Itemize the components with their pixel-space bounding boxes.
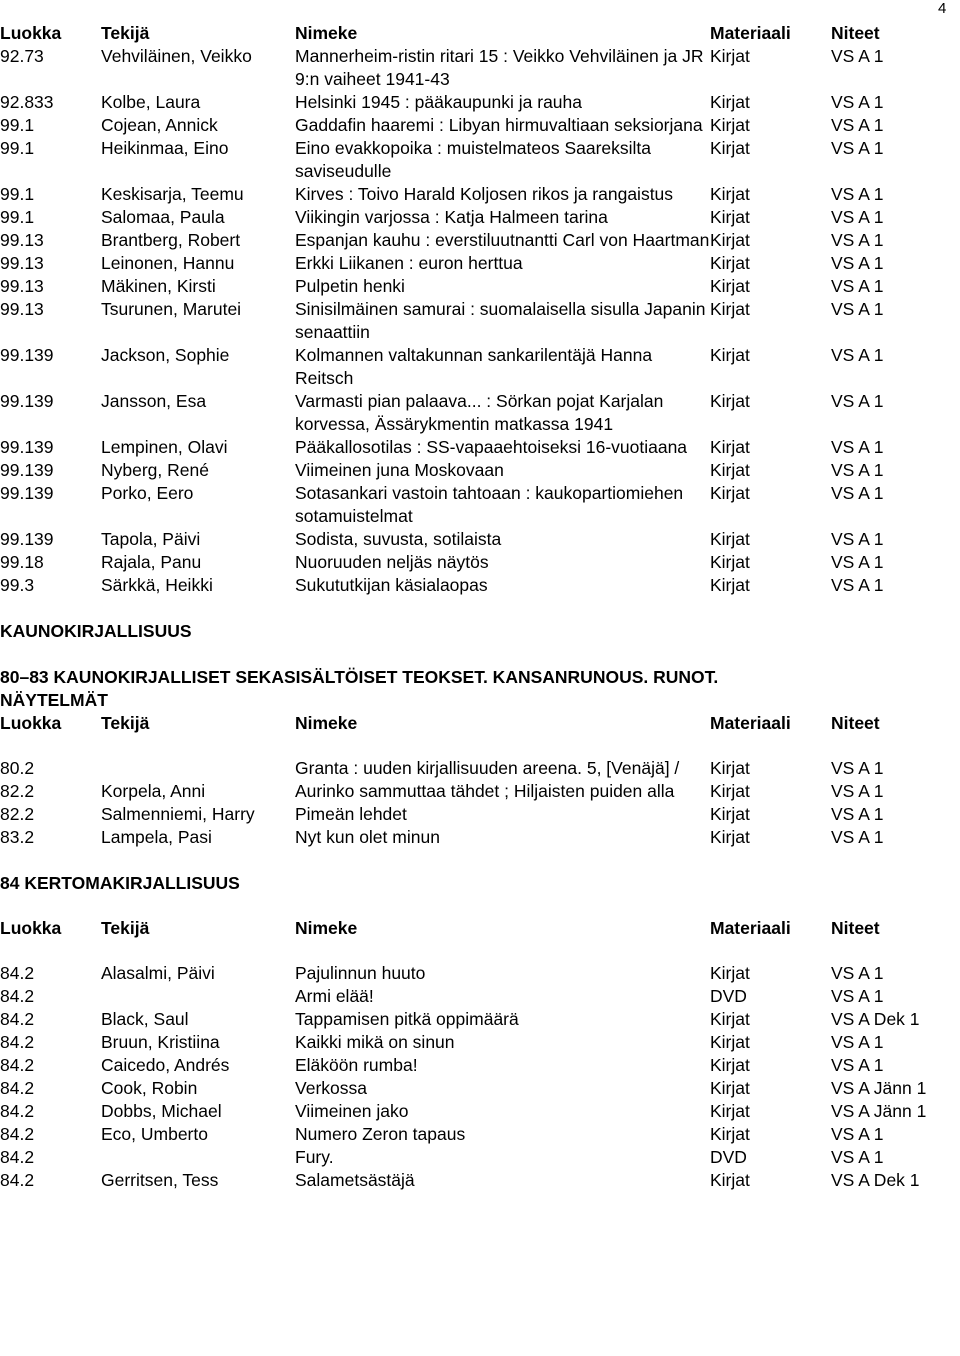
cell-niteet: VS A 1 xyxy=(831,391,884,411)
cell-materiaali: Kirjat xyxy=(710,483,750,503)
column-header-tekija: Tekijä xyxy=(101,23,150,43)
cell-luokka: 84.2 xyxy=(0,1101,35,1121)
cell-nimeke: Viikingin varjossa : Katja Halmeen tarina xyxy=(295,207,608,227)
cell-luokka: 84.2 xyxy=(0,1078,35,1098)
column-header-niteet: Niteet xyxy=(831,713,880,733)
cell-tekija: Heikinmaa, Eino xyxy=(101,138,229,158)
cell-materiaali: Kirjat xyxy=(710,529,750,549)
cell-materiaali: Kirjat xyxy=(710,138,750,158)
spacer xyxy=(0,895,960,917)
section-heading: 80–83 KAUNOKIRJALLISET SEKASISÄLTÖISET TEOKSET. KANSANRUNOUS. RUNOT. NÄYTELMÄT xyxy=(0,667,719,710)
cell-materiaali: Kirjat xyxy=(710,276,750,296)
column-header-materiaali: Materiaali xyxy=(710,713,791,733)
cell-luokka: 84.2 xyxy=(0,1147,35,1167)
spacer xyxy=(0,940,960,962)
cell-luokka: 99.139 xyxy=(0,529,54,549)
cell-nimeke: Verkossa xyxy=(295,1078,367,1098)
cell-niteet: VS A 1 xyxy=(831,138,884,158)
table-body xyxy=(0,757,960,849)
cell-niteet: VS A 1 xyxy=(831,1147,884,1167)
table-row xyxy=(0,985,960,1008)
cell-luokka: 99.1 xyxy=(0,138,35,158)
cell-nimeke: Salametsästäjä xyxy=(295,1170,415,1190)
table-row xyxy=(0,390,960,436)
cell-luokka: 84.2 xyxy=(0,963,35,983)
cell-luokka: 82.2 xyxy=(0,804,35,824)
table-row xyxy=(0,436,960,459)
cell-nimeke: Aurinko sammuttaa tähdet ; Hiljaisten puiden alla xyxy=(295,781,675,801)
cell-niteet: VS A 1 xyxy=(831,1032,884,1052)
cell-tekija: Lampela, Pasi xyxy=(101,827,212,847)
cell-nimeke: Nuoruuden neljäs näytös xyxy=(295,552,489,572)
cell-nimeke: Erkki Liikanen : euron herttua xyxy=(295,253,523,273)
cell-materiaali: Kirjat xyxy=(710,1078,750,1098)
cell-materiaali: Kirjat xyxy=(710,963,750,983)
cell-nimeke: Gaddafin haaremi : Libyan hirmuvaltiaan seksiorjana xyxy=(295,115,703,135)
cell-nimeke: Armi elää! xyxy=(295,986,374,1006)
cell-tekija: Salomaa, Paula xyxy=(101,207,225,227)
cell-tekija: Brantberg, Robert xyxy=(101,230,241,250)
cell-materiaali: Kirjat xyxy=(710,437,750,457)
table-row xyxy=(0,551,960,574)
table-row xyxy=(0,482,960,528)
cell-tekija: Vehviläinen, Veikko xyxy=(101,46,252,66)
column-header-luokka: Luokka xyxy=(0,918,62,938)
cell-nimeke: Sotasankari vastoin tahtoaan : kaukopartiomiehen sotamuistelmat xyxy=(295,483,684,526)
cell-tekija: Nyberg, René xyxy=(101,460,209,480)
cell-luokka: 99.13 xyxy=(0,299,44,319)
cell-luokka: 99.13 xyxy=(0,230,44,250)
cell-materiaali: Kirjat xyxy=(710,230,750,250)
cell-tekija: Gerritsen, Tess xyxy=(101,1170,219,1190)
cell-luokka: 92.73 xyxy=(0,46,44,66)
cell-nimeke: Sodista, suvusta, sotilaista xyxy=(295,529,502,549)
table-row xyxy=(0,757,960,780)
document-body xyxy=(0,22,960,1192)
cell-luokka: 99.139 xyxy=(0,391,54,411)
cell-materiaali: Kirjat xyxy=(710,1124,750,1144)
cell-luokka: 99.18 xyxy=(0,552,44,572)
cell-luokka: 84.2 xyxy=(0,986,35,1006)
cell-luokka: 99.139 xyxy=(0,460,54,480)
cell-nimeke: Eläköön rumba! xyxy=(295,1055,418,1075)
cell-luokka: 99.139 xyxy=(0,345,54,365)
cell-materiaali: Kirjat xyxy=(710,758,750,778)
cell-luokka: 84.2 xyxy=(0,1055,35,1075)
cell-materiaali: Kirjat xyxy=(710,115,750,135)
cell-materiaali: Kirjat xyxy=(710,1032,750,1052)
column-header-niteet: Niteet xyxy=(831,23,880,43)
cell-niteet: VS A Jänn 1 xyxy=(831,1101,927,1121)
table-row xyxy=(0,1008,960,1031)
table-row xyxy=(0,298,960,344)
cell-niteet: VS A 1 xyxy=(831,253,884,273)
cell-luokka: 99.1 xyxy=(0,184,35,204)
cell-niteet: VS A 1 xyxy=(831,46,884,66)
cell-materiaali: Kirjat xyxy=(710,552,750,572)
table-row xyxy=(0,206,960,229)
cell-tekija: Eco, Umberto xyxy=(101,1124,208,1144)
table-row xyxy=(0,780,960,803)
cell-niteet: VS A 1 xyxy=(831,804,884,824)
cell-tekija: Cojean, Annick xyxy=(101,115,218,135)
cell-nimeke: Pimeän lehdet xyxy=(295,804,407,824)
cell-materiaali: Kirjat xyxy=(710,1055,750,1075)
cell-tekija: Tsurunen, Marutei xyxy=(101,299,242,319)
column-header-tekija: Tekijä xyxy=(101,918,150,938)
table-row xyxy=(0,114,960,137)
cell-tekija: Porko, Eero xyxy=(101,483,194,503)
table-row xyxy=(0,91,960,114)
cell-nimeke: Pääkallosotilas : SS-vapaaehtoiseksi 16-vuotiaana xyxy=(295,437,688,457)
cell-luokka: 99.13 xyxy=(0,276,44,296)
cell-tekija: Kolbe, Laura xyxy=(101,92,201,112)
cell-materiaali: DVD xyxy=(710,1147,747,1167)
column-header-nimeke: Nimeke xyxy=(295,918,358,938)
cell-materiaali: Kirjat xyxy=(710,827,750,847)
cell-niteet: VS A Dek 1 xyxy=(831,1009,920,1029)
cell-nimeke: Pulpetin henki xyxy=(295,276,405,296)
cell-niteet: VS A 1 xyxy=(831,1124,884,1144)
table-row xyxy=(0,229,960,252)
table-body xyxy=(0,45,960,597)
column-header-materiaali: Materiaali xyxy=(710,23,791,43)
section-heading: 84 KERTOMAKIRJALLISUUS xyxy=(0,873,240,893)
spacer xyxy=(0,735,960,757)
cell-nimeke: Pajulinnun huuto xyxy=(295,963,426,983)
column-header-niteet: Niteet xyxy=(831,918,880,938)
table-row xyxy=(0,183,960,206)
cell-niteet: VS A 1 xyxy=(831,345,884,365)
cell-niteet: VS A 1 xyxy=(831,552,884,572)
column-header-row xyxy=(0,22,960,45)
cell-nimeke: Kirves : Toivo Harald Koljosen rikos ja rangaistus xyxy=(295,184,674,204)
cell-nimeke: Helsinki 1945 : pääkaupunki ja rauha xyxy=(295,92,582,112)
cell-luokka: 99.139 xyxy=(0,483,54,503)
cell-materiaali: Kirjat xyxy=(710,1009,750,1029)
cell-nimeke: Tappamisen pitkä oppimäärä xyxy=(295,1009,519,1029)
cell-tekija: Cook, Robin xyxy=(101,1078,198,1098)
cell-luokka: 84.2 xyxy=(0,1032,35,1052)
cell-niteet: VS A 1 xyxy=(831,827,884,847)
column-header-materiaali: Materiaali xyxy=(710,918,791,938)
table-row xyxy=(0,252,960,275)
cell-nimeke: Kolmannen valtakunnan sankarilentäjä Hanna Reitsch xyxy=(295,345,653,388)
cell-luokka: 84.2 xyxy=(0,1009,35,1029)
cell-nimeke: Viimeinen juna Moskovaan xyxy=(295,460,504,480)
column-header-luokka: Luokka xyxy=(0,713,62,733)
table-row xyxy=(0,826,960,849)
table-row xyxy=(0,344,960,390)
cell-materiaali: Kirjat xyxy=(710,575,750,595)
column-header-row xyxy=(0,712,960,735)
table-row xyxy=(0,275,960,298)
column-header-nimeke: Nimeke xyxy=(295,713,358,733)
table-row xyxy=(0,1077,960,1100)
cell-tekija: Bruun, Kristiina xyxy=(101,1032,220,1052)
cell-materiaali: Kirjat xyxy=(710,184,750,204)
cell-luokka: 99.1 xyxy=(0,115,35,135)
table-row xyxy=(0,528,960,551)
cell-tekija: Tapola, Päivi xyxy=(101,529,201,549)
cell-niteet: VS A Dek 1 xyxy=(831,1170,920,1190)
cell-materiaali: Kirjat xyxy=(710,391,750,411)
cell-materiaali: Kirjat xyxy=(710,1101,750,1121)
cell-nimeke: Varmasti pian palaava... : Sörkan pojat Karjalan korvessa, Ässärykmentin matkassa 1941 xyxy=(295,391,664,434)
table-row xyxy=(0,962,960,985)
cell-niteet: VS A Jänn 1 xyxy=(831,1078,927,1098)
cell-luokka: 84.2 xyxy=(0,1170,35,1190)
cell-niteet: VS A 1 xyxy=(831,115,884,135)
cell-materiaali: DVD xyxy=(710,986,747,1006)
cell-nimeke: Sinisilmäinen samurai : suomalaisella sisulla Japanin senaattiin xyxy=(295,299,706,342)
table-row xyxy=(0,459,960,482)
table-row xyxy=(0,45,960,91)
cell-niteet: VS A 1 xyxy=(831,529,884,549)
cell-luokka: 99.139 xyxy=(0,437,54,457)
cell-nimeke: Mannerheim-ristin ritari 15 : Veikko Vehviläinen ja JR 9:n vaiheet 1941-43 xyxy=(295,46,704,89)
cell-tekija: Lempinen, Olavi xyxy=(101,437,228,457)
cell-tekija: Keskisarja, Teemu xyxy=(101,184,244,204)
cell-materiaali: Kirjat xyxy=(710,92,750,112)
cell-nimeke: Granta : uuden kirjallisuuden areena. 5, [Venäjä] / xyxy=(295,758,680,778)
cell-nimeke: Numero Zeron tapaus xyxy=(295,1124,466,1144)
cell-niteet: VS A 1 xyxy=(831,230,884,250)
table-row xyxy=(0,1100,960,1123)
cell-tekija: Korpela, Anni xyxy=(101,781,206,801)
table-row xyxy=(0,137,960,183)
cell-niteet: VS A 1 xyxy=(831,460,884,480)
cell-materiaali: Kirjat xyxy=(710,1170,750,1190)
cell-niteet: VS A 1 xyxy=(831,92,884,112)
cell-tekija: Black, Saul xyxy=(101,1009,189,1029)
cell-niteet: VS A 1 xyxy=(831,1055,884,1075)
column-header-tekija: Tekijä xyxy=(101,713,150,733)
cell-niteet: VS A 1 xyxy=(831,575,884,595)
column-header-row xyxy=(0,917,960,940)
cell-materiaali: Kirjat xyxy=(710,781,750,801)
cell-niteet: VS A 1 xyxy=(831,299,884,319)
cell-materiaali: Kirjat xyxy=(710,460,750,480)
cell-luokka: 83.2 xyxy=(0,827,35,847)
cell-niteet: VS A 1 xyxy=(831,437,884,457)
table-body xyxy=(0,962,960,1192)
cell-nimeke: Kaikki mikä on sinun xyxy=(295,1032,455,1052)
cell-materiaali: Kirjat xyxy=(710,253,750,273)
cell-tekija: Leinonen, Hannu xyxy=(101,253,235,273)
cell-tekija: Jackson, Sophie xyxy=(101,345,230,365)
cell-materiaali: Kirjat xyxy=(710,345,750,365)
cell-niteet: VS A 1 xyxy=(831,781,884,801)
main-heading: KAUNOKIRJALLISUUS xyxy=(0,621,192,641)
cell-materiaali: Kirjat xyxy=(710,299,750,319)
cell-tekija: Alasalmi, Päivi xyxy=(101,963,215,983)
table-row xyxy=(0,1146,960,1169)
table-row xyxy=(0,574,960,597)
cell-nimeke: Espanjan kauhu : everstiluutnantti Carl von Haartman xyxy=(295,230,710,250)
cell-niteet: VS A 1 xyxy=(831,483,884,503)
cell-nimeke: Eino evakkopoika : muistelmateos Saareksilta saviseudulle xyxy=(295,138,652,181)
cell-materiaali: Kirjat xyxy=(710,46,750,66)
cell-niteet: VS A 1 xyxy=(831,207,884,227)
cell-luokka: 99.3 xyxy=(0,575,35,595)
table-row xyxy=(0,1031,960,1054)
cell-niteet: VS A 1 xyxy=(831,963,884,983)
cell-tekija: Jansson, Esa xyxy=(101,391,207,411)
cell-nimeke: Viimeinen jako xyxy=(295,1101,409,1121)
cell-nimeke: Fury. xyxy=(295,1147,334,1167)
cell-luokka: 99.13 xyxy=(0,253,44,273)
cell-luokka: 92.833 xyxy=(0,92,54,112)
cell-luokka: 82.2 xyxy=(0,781,35,801)
column-header-nimeke: Nimeke xyxy=(295,23,358,43)
cell-luokka: 84.2 xyxy=(0,1124,35,1144)
cell-tekija: Salmenniemi, Harry xyxy=(101,804,255,824)
cell-niteet: VS A 1 xyxy=(831,276,884,296)
cell-niteet: VS A 1 xyxy=(831,184,884,204)
table-row xyxy=(0,1169,960,1192)
cell-niteet: VS A 1 xyxy=(831,758,884,778)
table-row xyxy=(0,1123,960,1146)
cell-tekija: Rajala, Panu xyxy=(101,552,202,572)
column-header-luokka: Luokka xyxy=(0,23,62,43)
cell-tekija: Caicedo, Andrés xyxy=(101,1055,230,1075)
cell-materiaali: Kirjat xyxy=(710,804,750,824)
cell-tekija: Mäkinen, Kirsti xyxy=(101,276,216,296)
cell-tekija: Särkkä, Heikki xyxy=(101,575,213,595)
cell-luokka: 99.1 xyxy=(0,207,35,227)
page-number: 4 xyxy=(938,0,947,17)
cell-nimeke: Nyt kun olet minun xyxy=(295,827,440,847)
cell-luokka: 80.2 xyxy=(0,758,35,778)
cell-tekija: Dobbs, Michael xyxy=(101,1101,222,1121)
cell-materiaali: Kirjat xyxy=(710,207,750,227)
cell-niteet: VS A 1 xyxy=(831,986,884,1006)
table-row xyxy=(0,803,960,826)
cell-nimeke: Sukututkijan käsialaopas xyxy=(295,575,488,595)
table-row xyxy=(0,1054,960,1077)
